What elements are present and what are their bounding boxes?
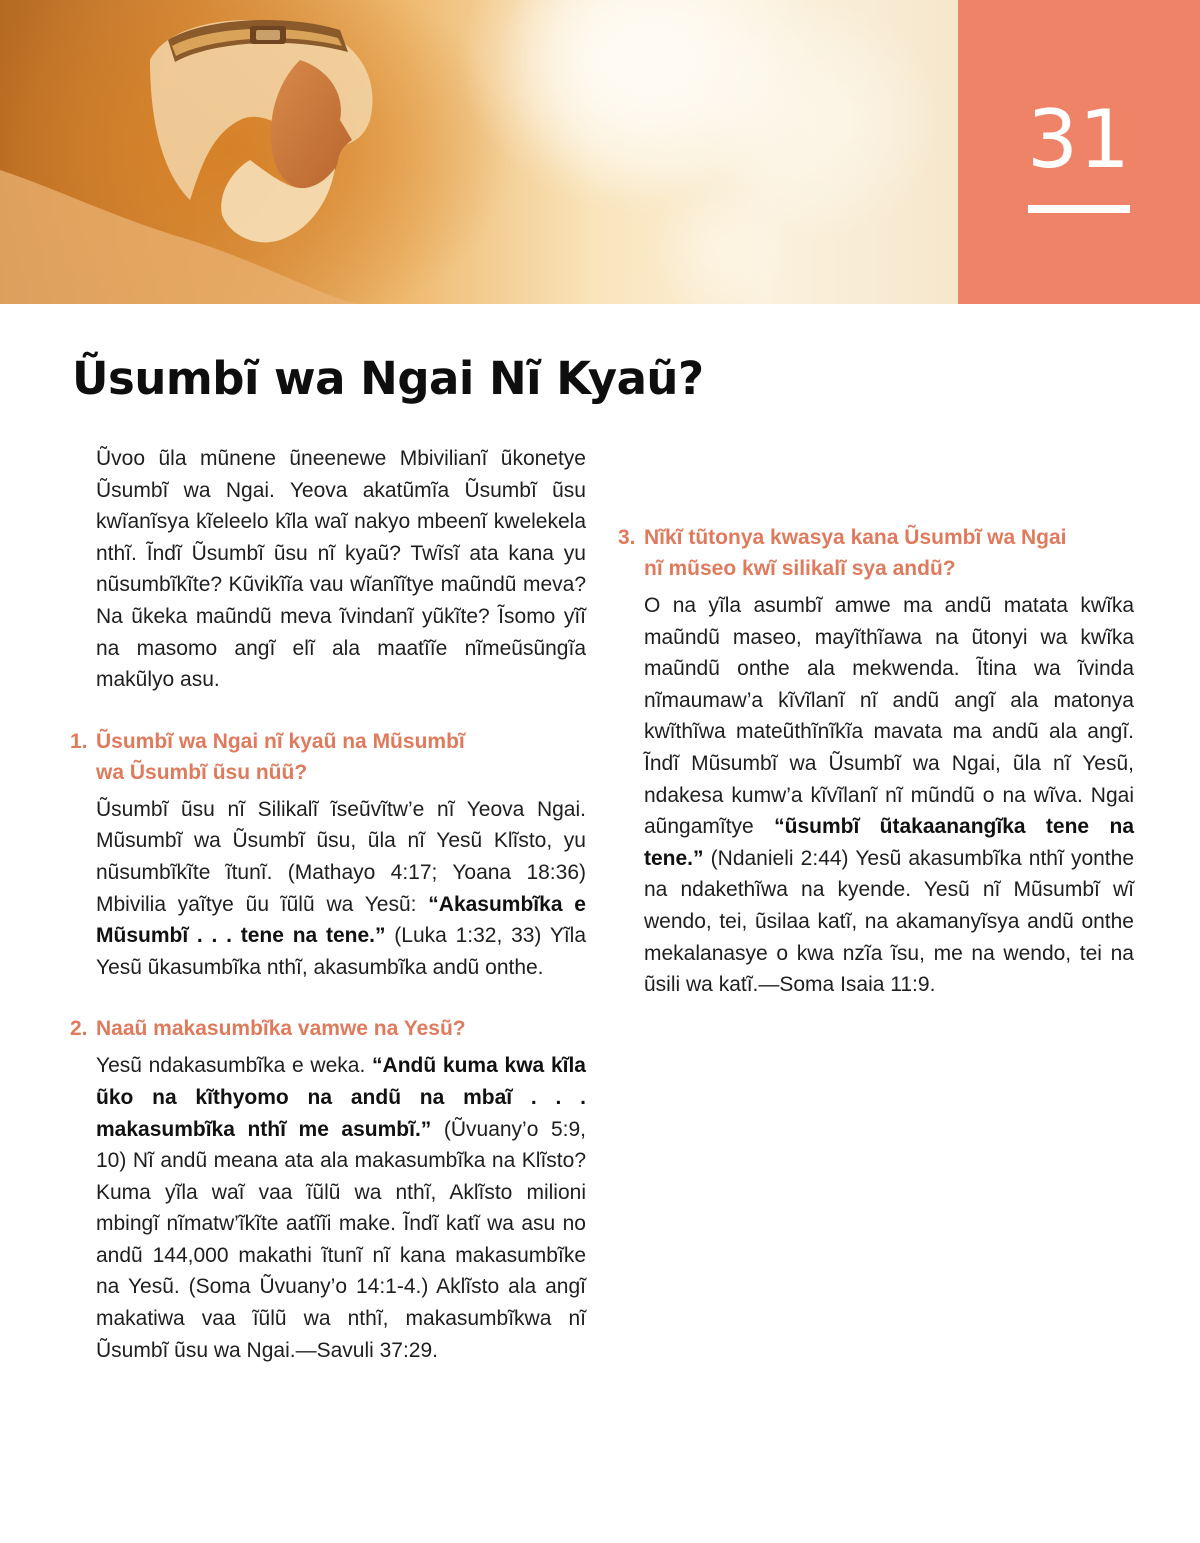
answer-2-text-b: (Ũvuany’o 5:9, 10) Nĩ andũ meana ata ala makasumbĩka na Klĩsto? Kuma yĩla waĩ vaa ĩũlũ wa nthĩ, Aklĩsto milioni mbingĩ nĩmatw’ĩkĩte aatĩĩi make. Ĩndĩ katĩ wa asu no andũ 144,000 makathi ĩtunĩ nĩ kana makasumbĩke na Yesũ. (Soma Ũvuany’o 14:1-4.) Aklĩsto ala angĩ makatiwa vaa ĩũlũ wa nthĩ, makasumbĩkwa nĩ Ũsumbĩ ũsu wa Ngai.—Savuli 37:29. xyxy=(96,1117,586,1362)
question-1-line-2: wa Ũsumbĩ ũsu nũũ? xyxy=(96,760,308,784)
answer-1-quote: “Akasumbĩka e Mũsumbĩ . . . tene na tene.” xyxy=(96,892,586,948)
answer-2-text-a: Yesũ ndakasumbĩka e weka. xyxy=(96,1054,373,1078)
question-1-number: 1. xyxy=(70,729,88,753)
question-3-number: 3. xyxy=(618,526,636,549)
question-2-line: Naaũ makasumbĩka vamwe na Yesũ? xyxy=(96,1017,466,1041)
answer-1-paragraph xyxy=(96,794,586,984)
question-3-line-2: nĩ mũseo kwĩ silikalĩ sya andũ? xyxy=(644,557,956,580)
question-1-heading xyxy=(70,726,586,788)
question-2-number: 2. xyxy=(70,1017,88,1041)
question-1-line-1: Ũsumbĩ wa Ngai nĩ kyaũ na Mũsumbĩ xyxy=(96,729,465,753)
chapter-badge xyxy=(958,0,1200,304)
king-portrait-illustration xyxy=(0,0,958,304)
question-3-heading xyxy=(618,522,1134,584)
question-3-line-1: Nĩkĩ tũtonya kwasya kana Ũsumbĩ wa Ngai xyxy=(644,526,1067,549)
right-column xyxy=(618,446,1134,1001)
answer-1-text-a: Ũsumbĩ ũsu nĩ Silikalĩ ĩseũvĩtw’e nĩ Yeova Ngai. Mũsumbĩ wa Ũsumbĩ ũsu, ũla nĩ Yesũ Klĩsto, yu nũsumbĩkĩte ĩtunĩ. (Mathayo 4:17; Yoana 18:36) Mbivilia yaĩtye ũu ĩũlũ wa Yesũ: xyxy=(96,797,586,916)
intro-paragraph: Ũvoo ũla mũnene ũneenewe Mbivilianĩ ũkonetye Ũsumbĩ wa Ngai. Yeova akatũmĩa Ũsumbĩ ũsu kwĩanĩsya kĩeleelo kĩla waĩ nakyo mbeenĩ kwelekela nthĩ. Ĩndĩ Ũsumbĩ ũsu nĩ kyaũ? Twĩsĩ ata kana yu nũsumbĩkĩte? Kũvikĩĩa vau wĩanĩĩtye maũndũ meva? Na ũkeka maũndũ meva ĩvindanĩ yũkĩte? Ĩsomo yĩĩ na masomo angĩ elĩ ala maatĩĩe nĩmeũsũngĩa makũlyo asu. xyxy=(96,447,586,692)
lesson-title: Ũsumbĩ wa Ngai Nĩ Kyaũ? xyxy=(72,352,704,405)
chapter-number: 31 xyxy=(1027,93,1131,186)
left-column xyxy=(70,443,587,1366)
answer-3-paragraph xyxy=(644,590,1134,1001)
answer-1-text-b: (Luka 1:32, 33) Yĩla Yesũ ũkasumbĩka nthĩ, akasumbĩka andũ onthe. xyxy=(96,924,587,979)
answer-3-text-b: (Ndanieli 2:44) Yesũ akasumbĩka nthĩ yonthe na ndakethĩwa na kyende. Yesũ nĩ Mũsumbĩ wĩ wendo, tei, ũsilaa katĩ, na akamanyĩsya andũ onthe mekalanasye o kwa nzĩa ĩsu, me na wendo, tei na ũsili wa katĩ.—Soma Isaia 11:9. xyxy=(644,846,1134,997)
answer-3-quote: “ũsumbĩ ũtakaanangĩka tene na tene.” xyxy=(644,815,1134,870)
hero-image xyxy=(0,0,958,304)
answer-2-paragraph xyxy=(96,1050,586,1366)
answer-3-text-a: O na yĩla asumbĩ amwe ma andũ matata kwĩka maũndũ maseo, mayĩthĩawa na ũtonyi wa kwĩka maũndũ onthe ala mekwenda. Ĩtina wa ĩvinda nĩmaumaw’a kĩvĩlanĩ nĩ andũ angĩ ala matonya kwĩthĩwa mateũthĩnĩkĩa mavata ma andũ ala angĩ. Ĩndĩ Mũsumbĩ wa Ũsumbĩ wa Ngai, ũla nĩ Yesũ, ndakesa kumw’a kĩvĩlanĩ nĩ mũndũ o na wĩva. Ngai aũngamĩtye xyxy=(644,594,1134,839)
question-2-heading xyxy=(70,1013,586,1044)
chapter-underline xyxy=(1028,205,1130,213)
answer-2-quote: “Andũ kuma kwa kĩla ũko na kĩthyomo na andũ na mbaĩ . . . makasumbĩka nthĩ me asumbĩ.” xyxy=(96,1054,586,1141)
